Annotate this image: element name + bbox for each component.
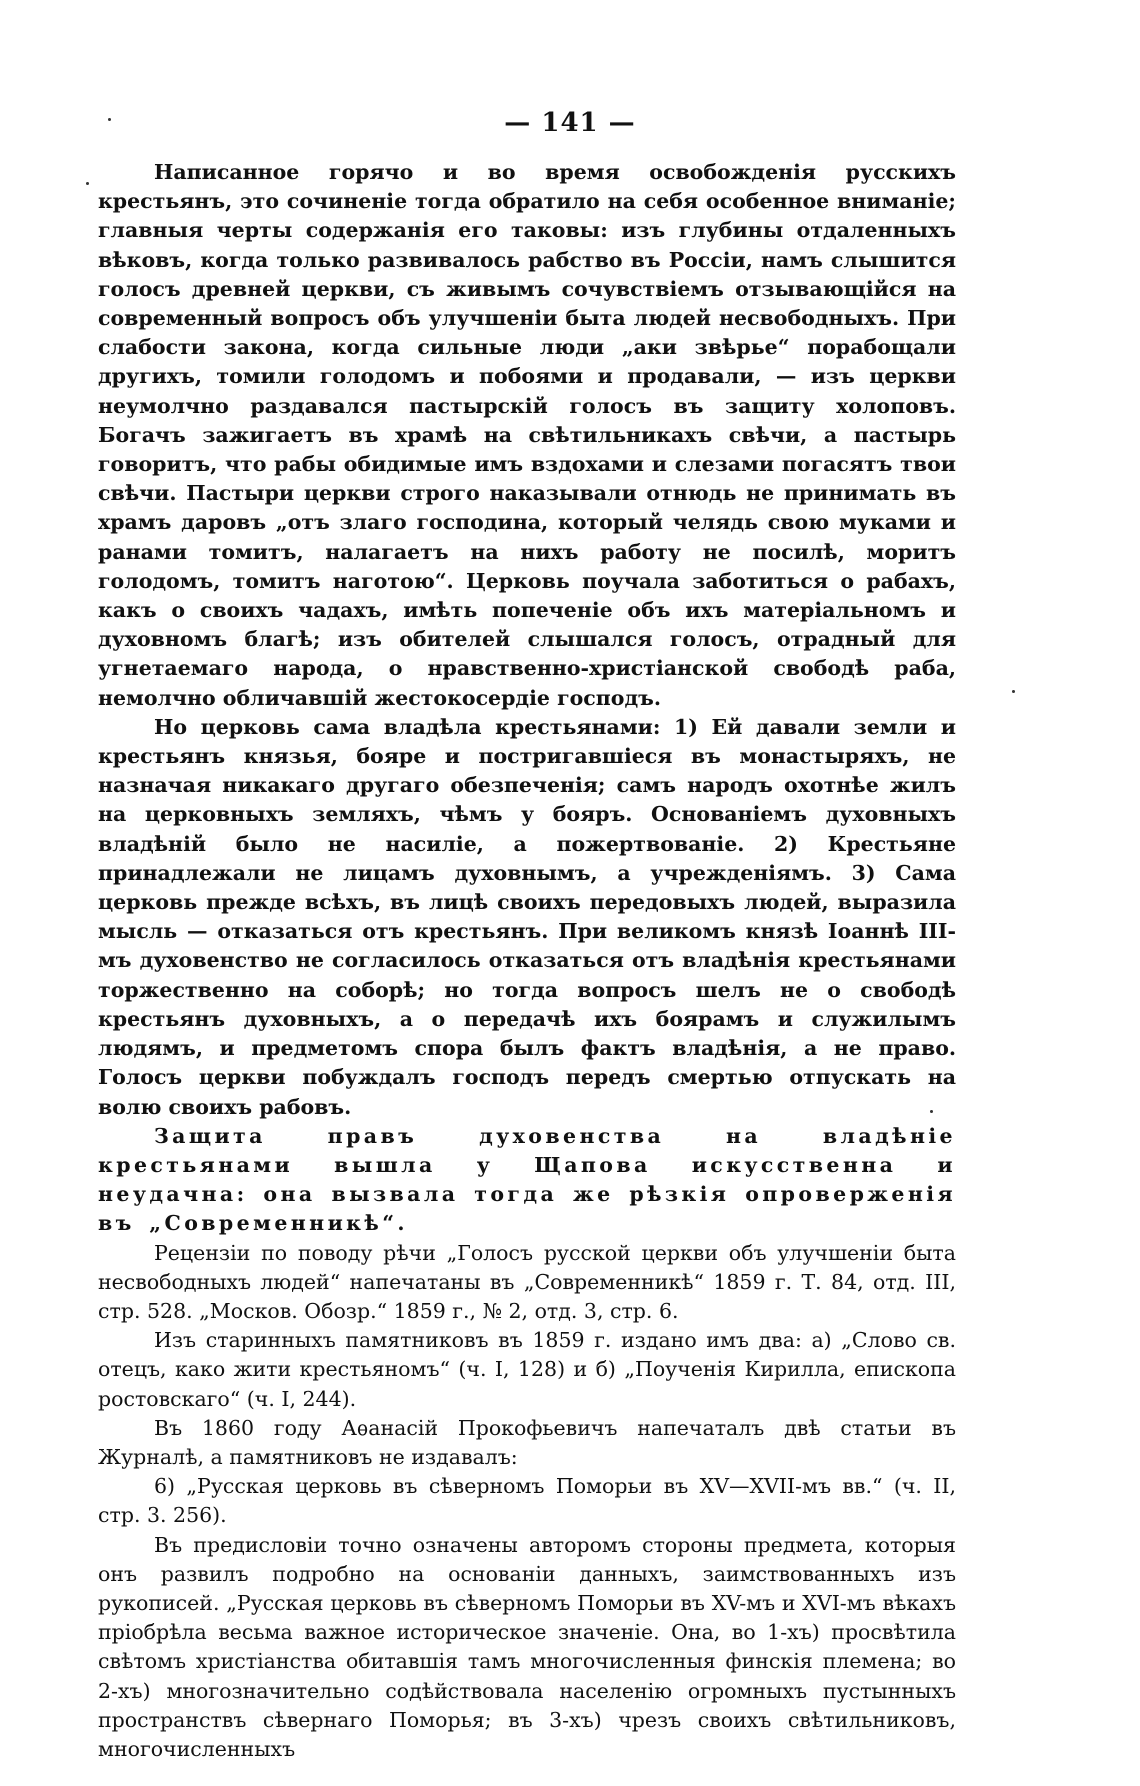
scan-speck <box>1012 690 1015 693</box>
paragraph-4: Рецензіи по поводу рѣчи „Голосъ русской церкви объ улучшеніи быта несвободныхъ людей“ напечатаны въ „Современникѣ“ 1859 г. Т. 84, отд. III, стр. 528. „Москов. Обозр.“ 1859 г., № 2, отд. 3, стр. 6. <box>98 1240 956 1323</box>
scan-speck <box>86 182 89 185</box>
scan-speck <box>108 118 111 121</box>
paragraph-2: Но церковь сама владѣла крестьянами: 1) Ей давали земли и крестьянъ князья, бояре и постригавшіеся въ монастыряхъ, не назначая никакаго другаго обезпеченія; самъ народъ охотнѣе жилъ на церковныхъ земляхъ, чѣмъ у бояръ. Основаніемъ духовныхъ владѣній было не насиліе, а пожертвованіе. 2) Крестьяне принадлежали не лицамъ духовнымъ, а учрежденіямъ. 3) Сама церковь прежде всѣхъ, въ лицѣ своихъ передовыхъ людей, выразила мысль — отказаться отъ крестьянъ. При великомъ князѣ Іоаннѣ III-мъ духовенство не согласилось отказаться отъ владѣнія крестьянами торжественно на соборѣ; но тогда вопросъ шелъ не о свободѣ крестьянъ духовныхъ, а о передачѣ ихъ боярамъ и служилымъ людямъ, и предметомъ спора былъ фактъ владѣнія, а не право. Голосъ церкви побуждалъ господъ передъ смертью отпускать на волю своихъ рабовъ. <box>98 714 956 1119</box>
body-text <box>98 158 956 1764</box>
paragraph-5: Изъ старинныхъ памятниковъ въ 1859 г. издано имъ два: а) „Слово св. отецъ, како жити крестьяномъ“ (ч. I, 128) и б) „Поученія Кирилла, епископа ростовскаго“ (ч. I, 244). <box>98 1328 956 1411</box>
paragraph-3-spaced: Защита правъ духовенства на владѣніе крестьянами вышла у Щапова искусственна и неудачна: она вызвала тогда же рѣзкія опроверженія въ „Современникѣ“. <box>98 1123 956 1236</box>
paragraph-6: Въ 1860 году Аѳанасій Прокофьевичъ напечаталъ двѣ статьи въ Журналѣ, а памятниковъ не издавалъ: <box>98 1415 956 1469</box>
paragraph-1: Написанное горячо и во время освобожденія русскихъ крестьянъ, это сочиненіе тогда обратило на себя особенное вниманіе; главныя черты содержанія его таковы: изъ глубины отдаленныхъ вѣковъ, когда только развивалось рабство въ Россіи, намъ слышится голосъ древней церкви, съ живымъ сочувствіемъ отзывающійся на современный вопросъ объ улучшеніи быта людей несвободныхъ. При слабости закона, когда сильные люди „аки звѣрье“ порабощали другихъ, томили голодомъ и побоями и продавали, — изъ церкви неумолчно раздавался пастырскій голосъ въ защиту холоповъ. Богачъ зажигаетъ въ храмѣ на свѣтильникахъ свѣчи, а пастырь говоритъ, что рабы обидимые имъ вздохами и слезами погасятъ твои свѣчи. Пастыри церкви строго наказывали отнюдь не принимать въ храмъ даровъ „отъ злаго господина, который челядь свою муками и ранами томитъ, налагаетъ на нихъ работу не посилѣ, моритъ голодомъ, томитъ наготою“. Церковь поучала заботиться о рабахъ, какъ о своихъ чадахъ, имѣть попеченіе объ ихъ матеріальномъ и духовномъ благѣ; изъ обителей слышался голосъ, отрадный для угнетаемаго народа, о нравственно-христіанской свободѣ раба, немолчно обличавшій жестокосердіе господъ. <box>98 160 956 710</box>
page-number: — 141 — <box>504 108 636 138</box>
paragraph-7: 6) „Русская церковь въ сѣверномъ Поморьи въ XV—XVII-мъ вв.“ (ч. II, стр. 3. 256). <box>98 1474 956 1528</box>
scan-speck <box>930 1110 933 1113</box>
paragraph-8: Въ предисловіи точно означены авторомъ стороны предмета, которыя онъ развилъ подробно на основаніи данныхъ, заимствованныхъ изъ рукописей. „Русская церковь въ сѣверномъ Поморьи въ XV-мъ и XVI-мъ вѣкахъ пріобрѣла весьма важное историческое значеніе. Она, во 1-хъ) просвѣтила свѣтомъ христіанства обитавшія тамъ многочисленныя финскія племена; во 2-хъ) многозначительно содѣйствовала населенію огромныхъ пустынныхъ пространствъ сѣвернаго Поморья; въ 3-хъ) чрезъ своихъ свѣтильниковъ, многочисленныхъ <box>98 1532 956 1761</box>
